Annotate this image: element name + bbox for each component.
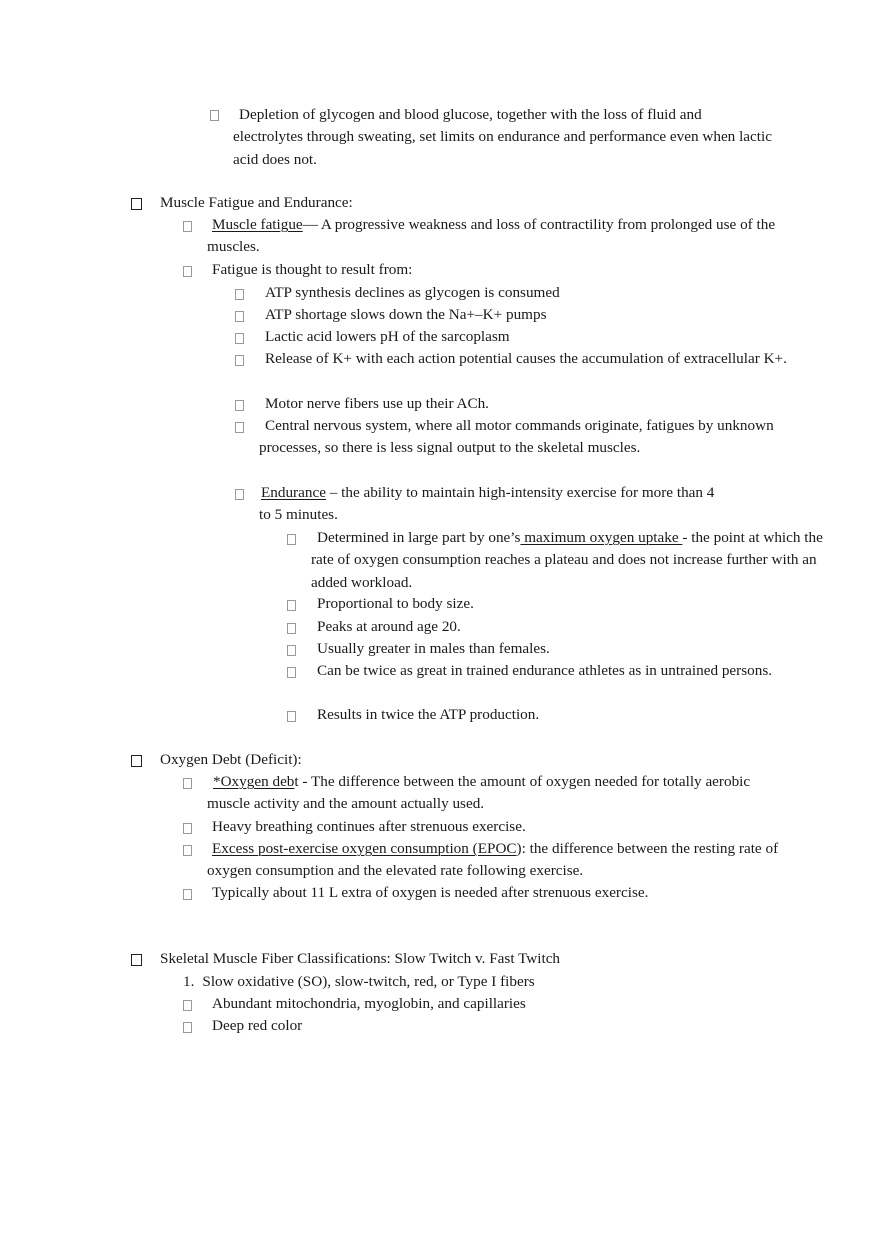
- list-item: [212, 816, 782, 838]
- item-text: Release of K+ with each action potential causes the accumulation of extracellular K+.: [265, 350, 787, 367]
- checkbox-icon: [131, 954, 142, 966]
- section-heading-text: Oxygen Debt (Deficit):: [160, 751, 302, 768]
- item-text: Can be twice as great in trained endurance athletes as in untrained persons.: [317, 662, 773, 679]
- checkbox-icon: [235, 333, 244, 344]
- list-item: [212, 1015, 302, 1037]
- item-text: Abundant mitochondria, myoglobin, and capillaries: [212, 995, 526, 1012]
- checkbox-icon: [287, 711, 296, 722]
- list-item: [207, 838, 790, 883]
- term-maximum-oxygen-uptake: maximum oxygen uptake: [520, 529, 683, 546]
- list-item: [212, 882, 772, 904]
- checkbox-icon: [235, 422, 244, 433]
- item-text: Motor nerve fibers use up their ACh.: [265, 395, 489, 412]
- section-heading-text: Skeletal Muscle Fiber Classifications: Slow Twitch v. Fast Twitch: [160, 950, 561, 967]
- section-heading: [160, 749, 302, 771]
- list-item: [207, 214, 787, 259]
- list-item: [265, 393, 715, 415]
- item-text: Peaks at around age 20.: [317, 618, 461, 635]
- checkbox-icon: [131, 755, 142, 767]
- checkbox-icon: [287, 534, 296, 545]
- checkbox-icon: [183, 221, 192, 232]
- item-text: Determined in large part by one’s: [317, 529, 521, 546]
- checkbox-icon: [287, 600, 296, 611]
- checkbox-icon: [183, 845, 192, 856]
- checkbox-icon: [287, 623, 296, 634]
- checkbox-icon: [235, 311, 244, 322]
- term-oxygen-debt: *Oxygen deb: [213, 773, 295, 790]
- list-item: [259, 415, 790, 460]
- list-item: [259, 482, 729, 527]
- checkbox-icon: [183, 266, 192, 277]
- item-text: Typically about 11 L extra of oxygen is needed after strenuous exercise.: [212, 884, 649, 901]
- list-item: [317, 616, 461, 638]
- checkbox-icon: [183, 1022, 192, 1033]
- item-text: Results in twice the ATP production.: [317, 706, 540, 723]
- item-text: ): the difference between the resting rate of oxygen consumption and the elevated rate following exercise.: [207, 840, 779, 880]
- item-text: ATP synthesis declines as glycogen is consumed: [265, 284, 560, 301]
- item-text: t - The difference between the amount of oxygen needed for totally aerobic muscle activity and the amount actually used.: [207, 773, 751, 813]
- item-text: Heavy breathing continues after strenuous exercise.: [212, 818, 526, 835]
- item-text: Deep red color: [212, 1017, 303, 1034]
- list-item: [265, 304, 547, 326]
- item-text: Usually greater in males than females.: [317, 640, 550, 657]
- checkbox-icon: [183, 889, 192, 900]
- checkbox-icon: [287, 667, 296, 678]
- list-item: [317, 638, 550, 660]
- item-text: — A progressive weakness and loss of contractility from prolonged use of the muscles.: [207, 216, 776, 256]
- item-text: Fatigue is thought to result from:: [212, 261, 413, 278]
- item-text: Lactic acid lowers pH of the sarcoplasm: [265, 328, 510, 345]
- list-item: [265, 326, 510, 348]
- checkbox-icon: [235, 289, 244, 300]
- item-text-line-source: Depletion of glycogen and blood glucose, together with the loss of fluid and electrolytes through sweating, set limits on endurance and performance even when lactic acid does not.: [233, 106, 772, 168]
- checkbox-icon: [183, 823, 192, 834]
- item-text: Central nervous system, where all motor commands originate, fatigues by unknown processes, so there is less signal output to the skeletal muscles.: [259, 417, 774, 457]
- item-text: ATP shortage slows down the Na+–K+ pumps: [265, 306, 547, 323]
- list-item: [311, 527, 831, 594]
- section-heading-text: Muscle Fatigue and Endurance:: [160, 194, 353, 211]
- checkbox-icon: [235, 400, 244, 411]
- list-item: [311, 660, 772, 682]
- checkbox-icon: [235, 355, 244, 366]
- item-text: Proportional to body size.: [317, 595, 474, 612]
- item-text: - the point at which the rate of oxygen consumption reaches a plateau and does not increase further with an added workload.: [311, 529, 823, 591]
- list-item: [259, 348, 787, 370]
- item-text: – the ability to maintain high-intensity exercise for more than 4 to 5 minutes.: [259, 484, 715, 524]
- list-item: [207, 771, 790, 816]
- list-item: [212, 259, 412, 281]
- checkbox-icon: [183, 778, 192, 789]
- list-item: [265, 282, 560, 304]
- term-endurance: Endurance: [261, 484, 326, 501]
- checkbox-icon: [210, 110, 219, 121]
- list-item: [317, 704, 757, 726]
- list-item: [233, 104, 773, 171]
- list-item: [317, 593, 787, 615]
- term-muscle-fatigue: Muscle fatigue: [212, 216, 303, 233]
- numbered-item: [183, 971, 535, 993]
- checkbox-icon: [235, 489, 244, 500]
- section-heading: [160, 948, 560, 970]
- section-heading: [160, 192, 353, 214]
- term-epoc: Excess post-exercise oxygen consumption (EPOC: [212, 840, 517, 857]
- list-item: [212, 993, 526, 1015]
- list-number: 1.: [183, 973, 195, 990]
- checkbox-icon: [287, 645, 296, 656]
- checkbox-icon: [131, 198, 142, 210]
- item-text: Slow oxidative (SO), slow-twitch, red, or Type I fibers: [202, 973, 535, 990]
- checkbox-icon: [183, 1000, 192, 1011]
